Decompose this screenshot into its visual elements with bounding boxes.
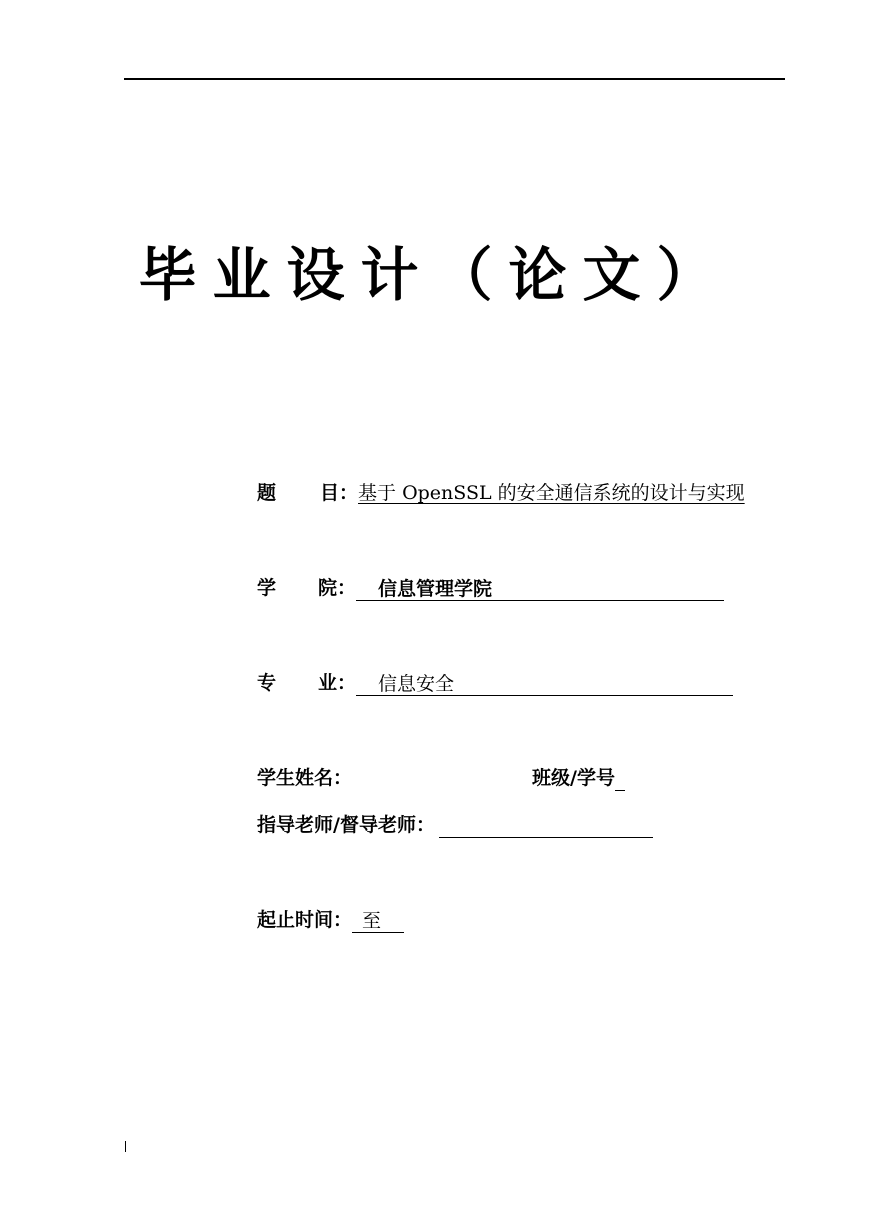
class-id-field [615, 766, 625, 791]
major-colon: ： [337, 672, 357, 694]
college-label-a: 学 [257, 577, 277, 599]
page-title: 毕业设计（论文） [138, 241, 731, 309]
student-name-label: 学生姓名： [257, 767, 353, 789]
major-label-b: 业 [318, 672, 338, 694]
class-id-row [532, 765, 625, 791]
advisor-label: 指导老师/督导老师： [257, 814, 435, 836]
period-field [352, 908, 404, 933]
college-label-b: 院 [318, 577, 338, 599]
topic-colon: ： [339, 482, 359, 504]
major-value: 信息安全 [378, 673, 455, 695]
college-field [356, 576, 724, 601]
college-colon: ： [337, 577, 357, 599]
student-name-row [257, 765, 352, 791]
topic-label-a: 题 [257, 482, 277, 504]
class-id-label: 班级/学号 [532, 767, 615, 789]
advisor-field [439, 813, 653, 838]
page-footer-mark [125, 1141, 126, 1152]
topic-label-b: 目 [320, 482, 340, 504]
period-row [257, 907, 404, 933]
college-value: 信息管理学院 [378, 578, 493, 600]
topic-row [257, 480, 763, 506]
period-label: 起止时间： [257, 909, 353, 931]
period-value: 至 [362, 910, 382, 932]
advisor-row [257, 812, 653, 838]
college-row [257, 575, 724, 601]
topic-value: 基于 OpenSSL 的安全通信系统的设计与实现 [358, 482, 745, 504]
major-field [356, 671, 733, 696]
major-row [257, 670, 733, 696]
major-label-a: 专 [257, 672, 277, 694]
header-rule [124, 78, 785, 80]
